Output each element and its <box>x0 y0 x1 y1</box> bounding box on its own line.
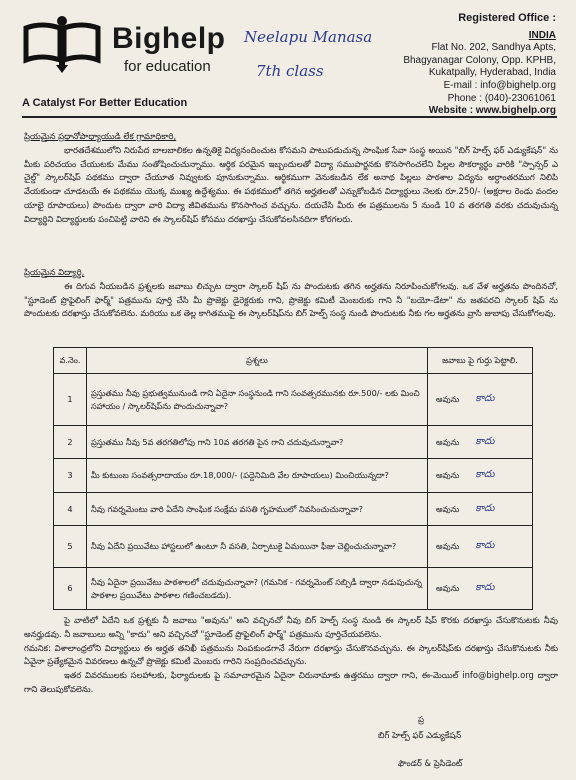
col-header-questions: ప్రశ్నలు <box>87 348 428 374</box>
closing-notes <box>24 614 558 697</box>
registered-office-block <box>356 12 556 118</box>
answer-cell[interactable] <box>428 493 533 526</box>
question-text: నీవు ఏదేని ప్రయివేటు హాస్టలులో ఉంటూ నీ వసతి, ఏర్పాటుకై ఏమయినా ఫీజు చెల్లించుచున్నావా? <box>87 526 428 568</box>
header-divider <box>22 116 557 118</box>
answer-yes[interactable]: అవును <box>436 541 460 552</box>
answer-yes[interactable]: అవును <box>436 436 460 447</box>
table-row <box>54 426 533 459</box>
answer-cell[interactable] <box>428 526 533 568</box>
brand-subtitle: for education <box>124 58 211 75</box>
signature-title: ఫౌండర్ & ప్రెసిడెంట్ <box>398 758 463 768</box>
row-number: 2 <box>54 426 87 459</box>
table-row <box>54 493 533 526</box>
question-text: నీవు ఏదైనా ప్రయివేటు పాఠశాలలో చదువుచున్నావా? (గమనిక - గవర్నమెంట్ సబ్సిడీ ద్వారా నడుపుచున్న పాఠశాల ప్రయివేటు పాఠశాల గణించబడదు). <box>87 568 428 610</box>
letter-intro <box>24 130 558 227</box>
office-phone: Phone : (040)-23061061 <box>447 92 556 104</box>
intro-paragraph: భారతదేశములోని నిరుపేద బాలబాలికల ఉన్నతికై విద్యనందించుట కోసమని పాటుపడుచున్న సాంఘిక సేవా సంస్థ అయిన "బిగ్ హెల్ప్ ఫర్ ఎడ్యుకేషన్" ను మీకు పరిచయం చేయుటకు మేము సంతోషించుచున్నాము. ఆర్థిక పరమైన ఇబ్బందులతో విద్యా సముపార్జనకు కొనసాగించలేని పిల్లల సౌకర్యార్థం వారికి "స్పాన్సర్ ఎ చైల్డ్" స్కాలర్‌షిప్ పథకము ద్వారా చేయూత నివ్వుటకు పూనుకున్నాము. ఆర్థికముగా వెనుకబడిన లేక అనాథ పిల్లలు పాఠశాల విద్యను అర్ధాంతరముగ నిలిపి వేయకుండా చూడటయే ఈ పథకము యొక్క ముఖ్య ఉద్దేశ్యము. ఈ పథకములో తగిన అర్హతలతో ఎన్నుకోబడిన విద్యార్థులు నెలకు రూ.250/- (అక్షరాల రెండు వందల యాభై రూపాయలు) పొందుట ద్వారా వారి విద్యా జీవితమును కొనసాగించ వచ్చును. దయచేసి మీరు ఈ పత్రములను 5 నుండి 10 వ తరగతి వరకు చదువుచున్న విద్యార్థిని విద్యార్థులకు పంచిపెట్టి వారిని ఈ స్కాలర్‌షిప్ కోసము దరఖాస్తు చేసుకోవలసినదిగా కోరగలరు. <box>24 144 558 224</box>
student-section <box>24 266 558 321</box>
question-text: మీ కుటుంబ సంవత్సరాదాయం రూ.18,000/- (పద్దెనిమిది వేల రూపాయలు) మించియున్నదా? <box>87 459 428 493</box>
tagline: A Catalyst For Better Education <box>22 97 188 109</box>
table-row <box>54 374 533 426</box>
answer-yes[interactable]: అవును <box>436 394 460 405</box>
handwritten-student-name: Neelapu Manasa <box>244 28 373 46</box>
bighelp-logo <box>22 14 102 74</box>
office-title: Registered Office : <box>458 12 556 24</box>
question-text: నీవు గవర్నమెంటు వారి ఏదేని సాంఘిక సంక్షేమ వసతి గృహములో నివసించుచున్నావా? <box>87 493 428 526</box>
answer-yes[interactable]: అవును <box>436 503 460 514</box>
row-number: 4 <box>54 493 87 526</box>
table-row <box>54 526 533 568</box>
office-address-line: Bhagyanagar Colony, Opp. KPHB, <box>403 54 556 66</box>
table-row <box>54 568 533 610</box>
signature-organization: బిగ్ హెల్ప్ ఫర్ ఎడ్యుకేషన్ <box>378 730 462 740</box>
signature-mark: ప్ర <box>418 714 424 724</box>
eligibility-questions-table <box>53 347 533 610</box>
table-header-row <box>54 348 533 374</box>
brand-name: Bighelp <box>112 22 226 55</box>
salutation-student: ప్రియమైన విద్యార్థి, <box>24 267 85 277</box>
answer-yes[interactable]: అవును <box>436 583 460 594</box>
contact-note: ఇతర వివరములకు సలహాలకు, ఫిర్యాదులకు పై సమాచారమైన ఏదైనా చిరునామాకు ఉత్తరము ద్వారా గాని, ఈ-మెయిల్ info@bighelp.org ద్వారా గాని తెలుపుకోవలెను. <box>24 670 558 694</box>
answer-no-ticked[interactable]: కాదు <box>475 540 495 552</box>
eligibility-note: పై వాటిలో ఏదేని ఒక ప్రశ్నకు నీ జవాబు "అవును" అని వచ్చినచో నీవు బిగ్ హెల్ప్ సంస్థ నుండి ఈ స్కాలర్ షిప్ కొరకు దరఖాస్తు చేసుకొనుటకు నీవు అనర్హుడవు. నీ జవాబులు అన్ని "కాదు" అని వచ్చినచో "స్టూడెంట్ ప్రొఫైలింగ్ ఫార్మ్" పత్రమును పూర్తిచేయవలెను. <box>24 615 558 639</box>
answer-no-ticked[interactable]: కాదు <box>475 469 495 481</box>
handwritten-class: 7th class <box>256 62 324 80</box>
answer-cell[interactable] <box>428 426 533 459</box>
col-header-answer: జవాబు పై గుర్తు పెట్టాలి. <box>428 348 533 374</box>
answer-no-ticked[interactable]: కాదు <box>475 582 495 594</box>
question-text: ప్రస్తుతము నీవు 5వ తరగతిలోపు గాని 10వ తరగతి పైన గాని చదువుచున్నావా? <box>87 426 428 459</box>
answer-yes[interactable]: అవును <box>436 470 460 481</box>
salutation-headmaster: ప్రియమైన ప్రధానోపాధ్యాయుడి లేక గ్రామాధికారి, <box>24 131 177 141</box>
answer-no-ticked[interactable]: కాదు <box>475 435 495 447</box>
answer-no-ticked[interactable]: కాదు <box>475 502 495 514</box>
office-email: E-mail : info@bighelp.org <box>443 79 556 91</box>
row-number: 3 <box>54 459 87 493</box>
remark-note: గమనిక: విశాలాంధ్రలోని విద్యార్థులు ఈ అర్హత తనిఖీ పత్రమును నింపకుండగానే నేరుగా దరఖాస్తు చేసుకొనవచ్చును. ఈ స్కాలర్‌షిప్‌కు దరఖాస్తు చేసుకొనుటకు నీకు ఏవైనా ప్రత్యేకమైన వివరణలు ఉన్నచో ప్రొజెక్టు కమిటీ మెంబరు గారిని సంప్రదించవచ్చును. <box>24 642 558 667</box>
office-country: INDIA <box>528 29 556 41</box>
office-address-line: Kukatpally, Hyderabad, India <box>428 67 556 79</box>
office-website: Website : www.bighelp.org <box>428 105 556 117</box>
question-text: ప్రస్తుతము నీవు ప్రభుత్వమునుండి గాని ఏదైనా సంస్థనుండి గాని సంవత్సరమునకు రూ.500/- లకు మించి సహాయం / స్కాలర్‌షిప్‌ను పొందుచున్నావా? <box>87 374 428 426</box>
office-address-line: Flat No. 202, Sandhya Apts, <box>431 42 556 54</box>
answer-cell[interactable] <box>428 459 533 493</box>
student-paragraph: ఈ దిగువ నీయబడిన ప్రశ్నలకు జవాబు లిచ్చుట ద్వారా స్కాలర్ షిప్ ను పొందుటకు తగిన అర్హతను నిరూపించుకోగలవు. ఒక వేళ అర్హతను పొందినచో, "స్టూడెంట్ ప్రొఫైలింగ్ ఫార్మ్" పత్రమును పూర్తి చేసి మీ ప్రొజెక్టు డైరెక్టరుకు గాని, ప్రొజెక్టు కమిటీ మెంబరుకు గాని నీ "బయో-డేటా" ను జతపరచి స్కాలర్ షిప్ ను పొందుటకు దరఖాస్తు చేసుకోవలెను. మరియు ఒక తెల్ల కాగితముపై ఈ స్కాలర్‌షిప్‌ను బిగ్ హెల్ప్ సంస్థ నుండి పొందుటకు నీకు గల అర్హతను వ్రాసి జుబాపు చేసుకోగలవు. <box>24 280 558 319</box>
row-number: 6 <box>54 568 87 610</box>
row-number: 1 <box>54 374 87 426</box>
table-row <box>54 459 533 493</box>
answer-cell[interactable] <box>428 374 533 426</box>
answer-no-ticked[interactable]: కాదు <box>475 393 495 405</box>
col-header-number: వ.నెం. <box>54 348 87 374</box>
row-number: 5 <box>54 526 87 568</box>
answer-cell[interactable] <box>428 568 533 610</box>
